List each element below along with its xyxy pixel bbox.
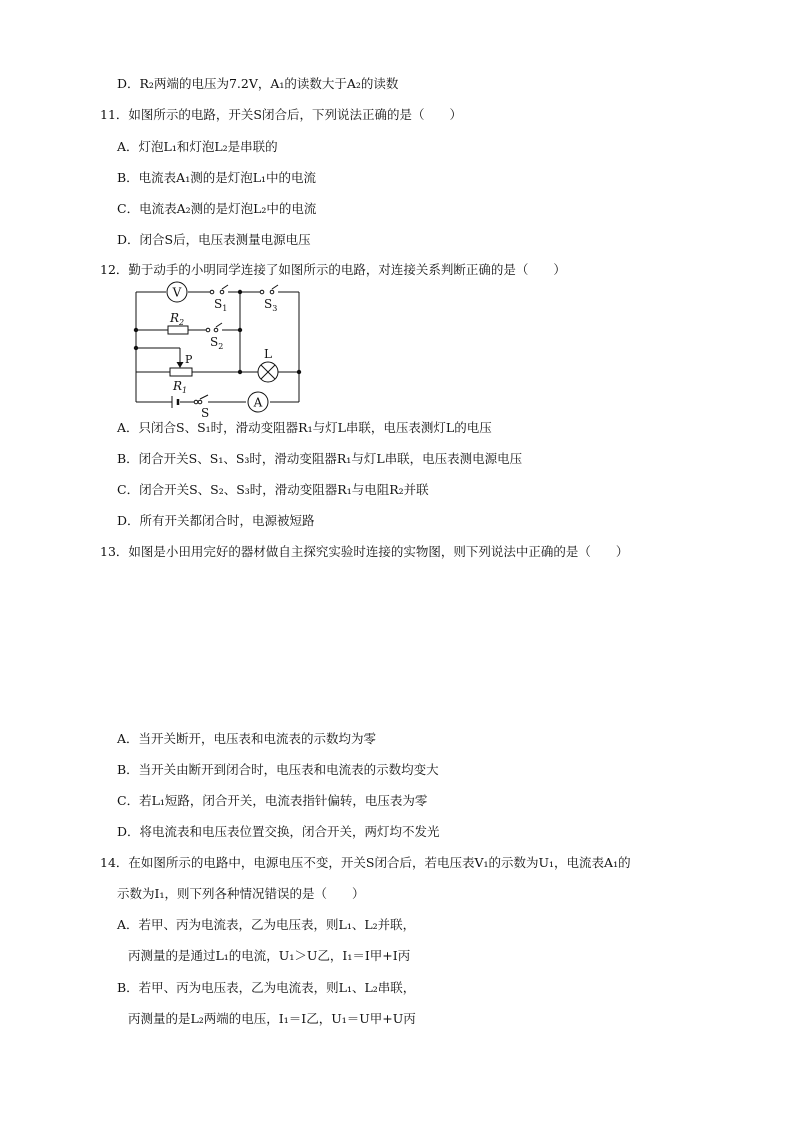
s1-label: $S_1$ [214, 297, 228, 313]
slider-arrow [177, 362, 184, 368]
switch-s-blade [200, 395, 208, 399]
r2-label: $R_2$ [170, 311, 185, 327]
q13-option-a: A．当开关断开，电压表和电流表的示数均为零 [117, 731, 377, 746]
ammeter-label: A [253, 395, 263, 410]
s2-label: $S_2$ [210, 335, 224, 351]
q12-circuit-diagram [128, 280, 308, 420]
q13-option-d: D．将电流表和电压表位置交换，闭合开关，两灯均不发光 [117, 824, 440, 839]
switch-s1-blade [222, 285, 228, 289]
q14-option-b-continued: 丙测量的是L₂两端的电压，I₁＝I乙，U₁＝U甲+U丙 [128, 1011, 416, 1026]
junction-dot [297, 370, 301, 374]
q13-option-b: B．当开关由断开到闭合时，电压表和电流表的示数均变大 [117, 762, 439, 777]
q12-stem: 12．勤于动手的小明同学连接了如图所示的电路，对连接关系判断正确的是（ ） [100, 262, 566, 277]
lamp-label: L [264, 347, 272, 361]
q13-option-c: C．若L₁短路，闭合开关，电流表指针偏转，电压表为零 [117, 793, 428, 808]
voltmeter-label: V [172, 285, 182, 300]
q11-option-d: D．闭合S后，电压表测量电源电压 [117, 232, 311, 247]
switch-s2-blade [216, 323, 222, 327]
q10-option-d: D．R₂两端的电压为7.2V，A₁的读数大于A₂的读数 [117, 76, 399, 91]
junction-dot [134, 328, 138, 332]
junction-dot [134, 346, 138, 350]
s-label: S [201, 406, 210, 420]
resistor-r2 [168, 326, 188, 334]
q14-option-b: B．若甲、丙为电压表，乙为电流表，则L₁、L₂串联， [117, 980, 416, 995]
switch-s3-blade [272, 285, 278, 289]
s3-label: $S_3$ [264, 297, 278, 313]
junction-dot [238, 328, 242, 332]
junction-dot [238, 290, 242, 294]
junction-dot [238, 370, 242, 374]
q14-stem: 14．在如图所示的电路中，电源电压不变，开关S闭合后，若电压表V₁的示数为U₁，电流表A₁的 [100, 855, 631, 870]
q12-option-a: A．只闭合S、S₁时，滑动变阻器R₁与灯L串联，电压表测灯L的电压 [117, 420, 492, 435]
rheostat-r1 [170, 368, 192, 376]
q12-option-b: B．闭合开关S、S₁、S₃时，滑动变阻器R₁与灯L串联，电压表测电源电压 [117, 451, 523, 466]
q11-option-c: C．电流表A₂测的是灯泡L₂中的电流 [117, 201, 317, 216]
q12-option-d: D．所有开关都闭合时，电源被短路 [117, 513, 315, 528]
q13-stem: 13．如图是小田用完好的器材做自主探究实验时连接的实物图，则下列说法中正确的是（ ） [100, 544, 629, 559]
slider-label: P [185, 353, 193, 366]
r1-label: $R_1$ [173, 379, 188, 395]
q14-option-a-continued: 丙测量的是通过L₁的电流，U₁＞U乙，I₁＝I甲+I丙 [128, 948, 411, 963]
q14-option-a: A．若甲、丙为电流表，乙为电压表，则L₁、L₂并联， [117, 917, 416, 932]
q12-option-c: C．闭合开关S、S₂、S₃时，滑动变阻器R₁与电阻R₂并联 [117, 482, 429, 497]
q11-option-a: A．灯泡L₁和灯泡L₂是串联的 [117, 139, 278, 154]
q11-option-b: B．电流表A₁测的是灯泡L₁中的电流 [117, 170, 317, 185]
q14-stem-continued: 示数为I₁，则下列各种情况错误的是（ ） [117, 886, 365, 901]
q11-stem: 11．如图所示的电路，开关S闭合后，下列说法正确的是（ ） [100, 107, 462, 122]
